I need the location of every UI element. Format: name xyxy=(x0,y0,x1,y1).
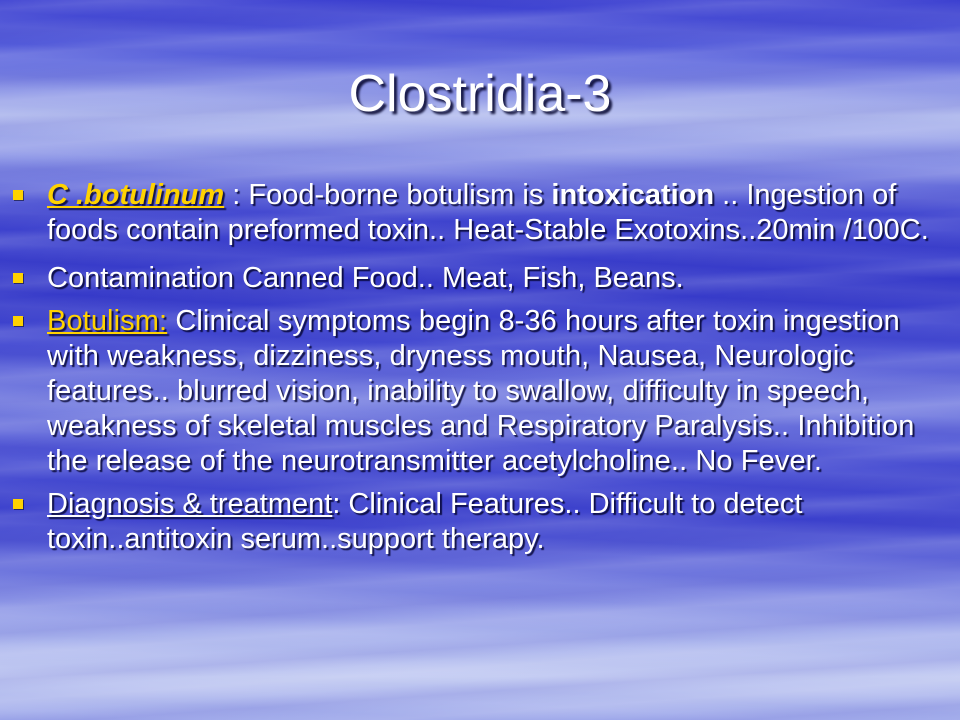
term-label: Botulism: xyxy=(47,305,168,337)
bullet-text: Contamination Canned Food.. Meat, Fish, Beans. xyxy=(47,262,684,294)
bullet-list xyxy=(0,178,960,557)
organism-name: C .botulinum xyxy=(47,179,225,211)
square-bullet-icon xyxy=(13,499,23,509)
square-bullet-icon xyxy=(13,316,23,326)
bullet-segment: : Food-borne botulism is xyxy=(224,179,552,211)
bullet-item-diagnosis xyxy=(0,487,960,557)
bullet-segment: .. Ingestion of foods contain preformed toxin.. Heat-Stable Exotoxins..20min /100C. xyxy=(47,179,929,246)
bullet-item-botulinum xyxy=(0,178,960,248)
term-label: Diagnosis & treatment xyxy=(47,488,333,520)
bullet-segment: Clinical symptoms begin 8-36 hours after toxin ingestion with weakness, dizziness, dryness mouth, Nausea, Neurologic features.. blurred vision, inability to swallow, difficulty in speech, weakness of skeletal muscles and Respiratory Paralysis.. Inhibition the release of the neurotransmitter acetylcholine.. No Fever. xyxy=(47,305,915,477)
bullet-text xyxy=(47,305,914,477)
bullet-item-contamination xyxy=(0,261,960,296)
bullet-segment: : Clinical Features.. Difficult to detect toxin..antitoxin serum..support therapy. xyxy=(47,488,803,555)
emphasis-word: intoxication xyxy=(551,179,715,211)
bullet-item-botulism xyxy=(0,304,960,479)
square-bullet-icon xyxy=(13,190,23,200)
bullet-text xyxy=(47,179,929,246)
bullet-text xyxy=(47,488,802,555)
square-bullet-icon xyxy=(13,273,23,283)
slide-title: Clostridia-3 xyxy=(348,65,612,123)
